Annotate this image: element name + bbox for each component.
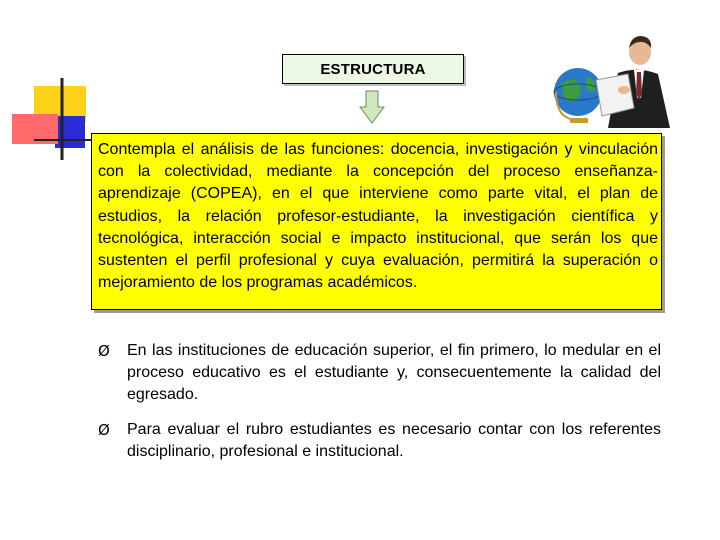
businessman-globe-illustration [548, 28, 678, 128]
arrow-bullet-icon: Ø [98, 421, 110, 439]
bullet-list [98, 340, 661, 476]
title-text: ESTRUCTURA [320, 60, 426, 78]
list-item [98, 340, 661, 406]
down-arrow-icon [359, 90, 385, 124]
bullet-text: En las instituciones de educación superior, el fin primero, lo medular en el proceso educativo es el estudiante y, consecuentemente la calidad del egresado. [127, 342, 661, 403]
description-text: Contempla el análisis de las funciones: docencia, investigación y vinculación con la colectividad, mediante la concepción del proceso enseñanza-aprendizaje (COPEA), en el que interviene como parte vital, el plan de estudios, la relación profesor-estudiante, la investigación científica y tecnológica, interacción social e impacto institucional, que serán los que sustenten el perfil profesional y cuya evaluación, permitirá la superación o mejoramiento de los programas académicos. [98, 141, 658, 292]
bullet-text: Para evaluar el rubro estudiantes es necesario contar con los referentes disciplinario, profesional e institucional. [127, 421, 661, 460]
list-item [98, 419, 661, 463]
arrow-bullet-icon: Ø [98, 342, 110, 360]
description-box [91, 133, 662, 310]
title-box [282, 54, 464, 84]
